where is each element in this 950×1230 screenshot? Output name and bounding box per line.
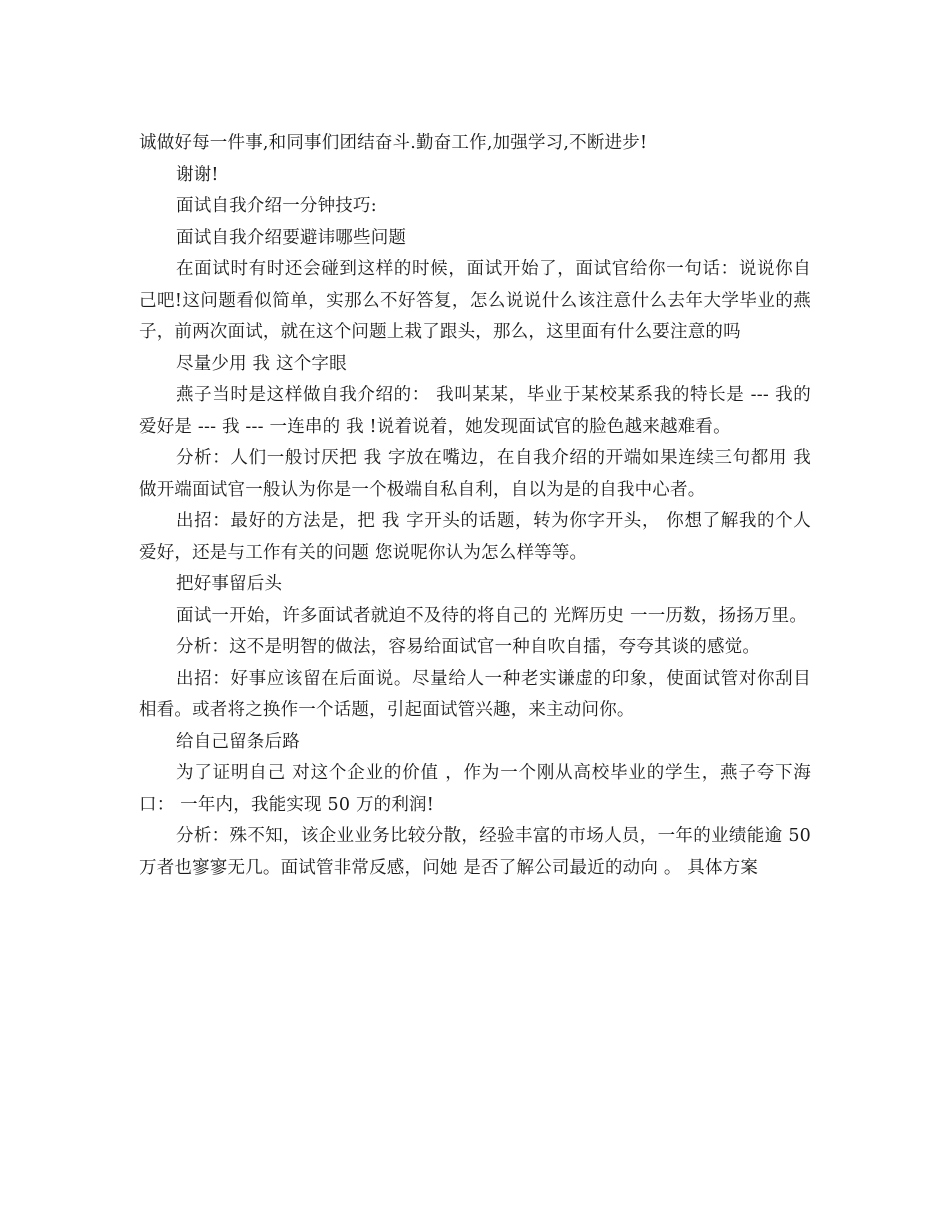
subheading-save-good-things: 把好事留后头 <box>176 574 283 594</box>
paragraph-example-2: 面试一开始，许多面试者就迫不及待的将自己的 光辉历史 一一历数，扬扬万里。 <box>176 605 808 626</box>
paragraph-analysis-2: 分析：这不是明智的做法，容易给面试官一种自吹自擂，夸夸其谈的感觉。 <box>176 637 761 657</box>
paragraph-intro: 在面试时有时还会碰到这样的时候，面试开始了，面试官给你一句话：说说你自己吧!这问题看似简单，实那么不好答复，怎么说说什么该注意什么去年大学毕业的燕子，前两次面试，就在这个问题上栽了跟头，那么，这里面有什么要注意的吗 <box>139 259 811 342</box>
subheading-use-less-i: 尽量少用 我 这个字眼 <box>176 353 347 374</box>
paragraph-analysis-1: 分析：人们一般讨厌把 我 字放在嘴边，在自我介绍的开端如果连续三句都用 我 做开端面试官一般认为你是一个极端自私自利，自以为是的自我中心者。 <box>139 448 811 500</box>
paragraph-advice-1: 出招：最好的方法是，把 我 字开头的话题，转为你字开头， 你想了解我的个人爱好，还是与工作有关的问题 您说呢你认为怎么样等等。 <box>139 511 811 563</box>
paragraph-analysis-3: 分析：殊不知，该企业业务比较分散，经验丰富的市场人员，一年的业绩能逾 50 万者也寥寥无几。面试管非常反感，问她 是否了解公司最近的动向 。 具体方案 <box>139 826 811 878</box>
document-body <box>139 128 811 884</box>
paragraph-advice-2: 出招：好事应该留在后面说。尽量给人一种老实谦虚的印象，使面试管对你刮目相看。或者将之换作一个话题，引起面试管兴趣，来主动问你。 <box>139 668 811 720</box>
paragraph-example-1: 燕子当时是这样做自我介绍的： 我叫某某，毕业于某校某系我的特长是 --- 我的爱好是 --- 我 --- 一连串的 我 !说着说着，她发现面试官的脸色越来越难看。 <box>139 385 811 437</box>
subheading-leave-way-out: 给自己留条后路 <box>176 731 300 752</box>
paragraph-continuation: 诚做好每一件事,和同事们团结奋斗.勤奋工作,加强学习,不断进步! <box>139 133 648 153</box>
section-heading-tips: 面试自我介绍一分钟技巧: <box>176 196 377 216</box>
section-heading-avoid: 面试自我介绍要避讳哪些问题 <box>176 227 407 248</box>
paragraph-example-3: 为了证明自己 对这个企业的价值 ，作为一个刚从高校毕业的学生，燕子夸下海口： 一年内，我能实现 50 万的利润! <box>139 763 811 815</box>
paragraph-thanks: 谢谢! <box>176 164 219 185</box>
